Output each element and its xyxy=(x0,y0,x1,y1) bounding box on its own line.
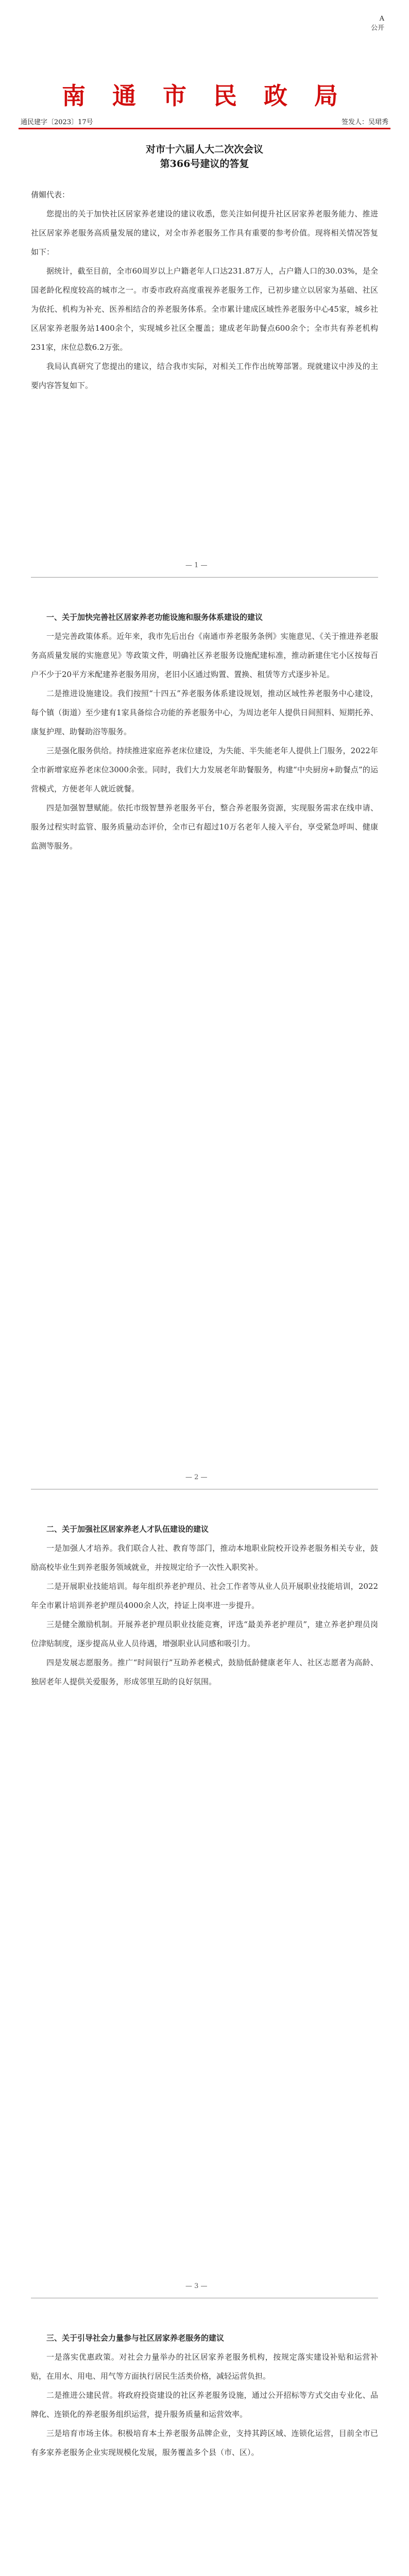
grade-line: A xyxy=(379,15,384,23)
paragraph: 一是完善政策体系。近年来，我市先后出台《南通市养老服务条例》实施意见、《关于推进养老服务高质量发展的实施意见》等政策文件，明确社区养老服务设施配建标准，推动新建住宅小区按每百户不少于20平方米配建养老服务用房，老旧小区通过购置、置换、租赁等方式逐步补足。 xyxy=(31,632,378,679)
section-heading: 二、关于加强社区居家养老人才队伍建设的建议 xyxy=(46,1524,209,1534)
body-page-3 xyxy=(31,1520,378,1691)
paragraph: 三是培育市场主体。积极培育本土养老服务品牌企业，支持其跨区域、连锁化运营，目前全市已有多家养老服务企业实现规模化发展，服务覆盖多个县（市、区）。 xyxy=(31,2429,378,2457)
page-number: — 2 — xyxy=(185,1473,208,1481)
body-page-4 xyxy=(31,2329,378,2462)
title-line-2: 第366号建议的答复 xyxy=(160,158,249,170)
paragraph: 三是健全激励机制。开展养老护理员职业技能竞赛，评选“最美养老护理员”，建立养老护理员岗位津贴制度，逐步提高从业人员待遇，增强职业认同感和吸引力。 xyxy=(31,1620,378,1648)
paragraph: 据统计，截至目前，全市60周岁以上户籍老年人口达231.87万人，占户籍人口的30.03%，是全国老龄化程度较高的城市之一。市委市政府高度重视养老服务工作，已初步建立以居家为基础、社区为依托、机构为补充、医养相结合的养老服务体系。全市累计建成区域性养老服务中心45家，城乡社区居家养老服务站1400余个，实现城乡社区全覆盖；建成老年助餐点600余个；全市共有养老机构231家，床位总数6.2万张。 xyxy=(31,266,378,352)
document-title xyxy=(0,142,409,171)
document-number-row xyxy=(21,116,388,126)
paragraph: 二是推进设施建设。我们按照“十四五”养老服务体系建设规划，推动区域性养老服务中心建设，每个镇（街道）至少建有1家具备综合功能的养老服务中心，为周边老年人提供日间照料、短期托养、康复护理、助餐助浴等服务。 xyxy=(31,689,378,736)
grade-line: 公开 xyxy=(370,24,384,32)
paragraph: 我局认真研究了您提出的建议，结合我市实际，对相关工作作出统筹部署。现就建议中涉及的主要内容答复如下。 xyxy=(31,362,378,390)
page-divider xyxy=(31,577,378,578)
page-number: — 3 — xyxy=(185,2282,208,2290)
paragraph: 二是推进公建民营。将政府投资建设的社区养老服务设施，通过公开招标等方式交由专业化、品牌化、连锁化的养老服务组织运营，提升服务质量和运营效率。 xyxy=(31,2391,378,2419)
section-heading: 一、关于加快完善社区居家养老功能设施和服务体系建设的建议 xyxy=(46,613,263,622)
paragraph: 您提出的关于加快社区居家养老建设的建议收悉，您关注如何提升社区居家养老服务能力、推进社区居家养老服务高质量发展的建议，对全市养老服务工作具有重要的参考价值。现将相关情况答复如下： xyxy=(31,209,378,257)
paragraph: 一是加强人才培养。我们联合人社、教育等部门，推动本地职业院校开设养老服务相关专业，鼓励高校毕业生到养老服务领域就业，并按规定给予一次性入职奖补。 xyxy=(31,1544,378,1572)
signer: 签发人：吴珺秀 xyxy=(341,118,388,126)
title-line-1: 对市十六届人大二次次会议 xyxy=(145,144,263,155)
red-separator-line xyxy=(19,128,390,129)
paragraph: 四是发展志愿服务。推广“时间银行”互助养老模式，鼓励低龄健康老年人、社区志愿者为高龄、独居老年人提供关爱服务，形成邻里互助的良好氛围。 xyxy=(31,1658,378,1686)
section-heading: 三、关于引导社会力量参与社区居家养老服务的建议 xyxy=(46,2333,225,2343)
page-number: — 1 — xyxy=(185,562,208,569)
issuing-organization-title: 南 通 市 民 政 局 xyxy=(61,82,348,110)
salutation: 倩媚代表： xyxy=(31,190,70,199)
paragraph: 四是加强智慧赋能。依托市级智慧养老服务平台，整合养老服务资源，实现服务需求在线申请、服务过程实时监管、服务质量动态评价，全市已有超过10万名老年人接入平台，享受紧急呼叫、健康监测等服务。 xyxy=(31,803,378,851)
paragraph: 一是落实优惠政策。对社会力量举办的社区居家养老服务机构，按规定落实建设补贴和运营补贴，在用水、用电、用气等方面执行居民生活类价格，减轻运营负担。 xyxy=(31,2352,378,2381)
body-page-2 xyxy=(31,608,378,856)
paragraph: 三是强化服务供给。持续推进家庭养老床位建设，为失能、半失能老年人提供上门服务，2022年全市新增家庭养老床位3000余张。同时，我们大力发展老年助餐服务，构建“中央厨房+助餐点”的运营模式，方便老年人就近就餐。 xyxy=(31,746,378,793)
document-number: 通民建字〔2023〕17号 xyxy=(21,118,93,126)
paragraph: 二是开展职业技能培训。每年组织养老护理员、社会工作者等从业人员开展职业技能培训，2022年全市累计培训养老护理员4000余人次，持证上岗率进一步提升。 xyxy=(31,1582,378,1610)
body-page-1 xyxy=(31,185,378,395)
grade-marking xyxy=(371,14,384,33)
